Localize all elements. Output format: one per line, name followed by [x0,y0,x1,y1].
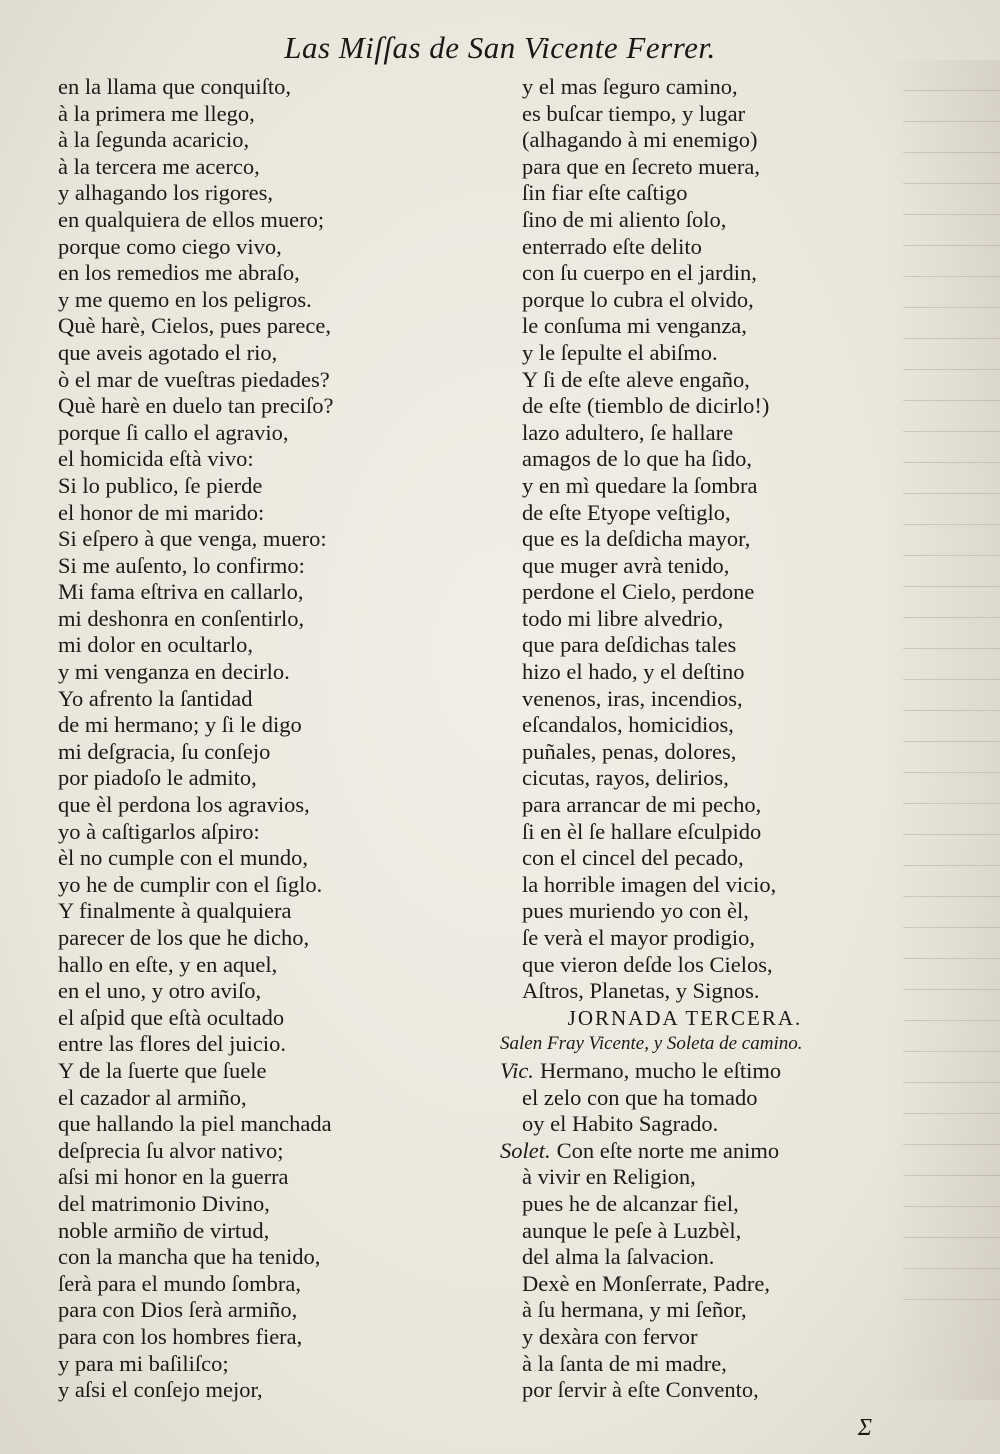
verse-line: amagos de lo que ha ſido, [522,446,752,472]
verse-line: à ſu hermana, y mi ſeñor, [522,1297,747,1323]
verse-line: y mi venganza en decirlo. [58,659,290,685]
act-heading: JORNADA TERCERA. [567,1005,803,1030]
verse-line: noble armiño de virtud, [58,1217,270,1243]
verse-line: que muger avrà tenido, [522,552,730,578]
verse-line: Y ſi de eſte aleve engaño, [522,366,750,392]
verse-line: del matrimonio Divino, [58,1190,270,1216]
verse-line: parecer de los que he dicho, [58,925,310,950]
verse-line: que es la deſdicha mayor, [522,526,751,552]
verse-line: hizo el hado, y el deſtino [522,659,745,685]
verse-line: en qualquiera de ellos muero; [58,206,325,232]
catchword: Ʃ [857,1415,872,1441]
verse-line: porque ſi callo el agravio, [58,419,289,445]
verse-line: oy el Habito Sagrado. [522,1111,719,1137]
verse-line: le conſuma mi venganza, [522,313,747,339]
verse-line: el zelo con que ha tomado [522,1084,758,1110]
verse-line: à vivir en Religion, [522,1164,696,1190]
speech-line [500,1138,890,1165]
verse-line: perdone el Cielo, perdone [522,579,755,605]
verse-line: ſerà para el mundo ſombra, [58,1270,302,1296]
verse-line: y aſsi el conſejo mejor, [58,1377,263,1403]
verse-line: eſcandalos, homicidios, [522,712,734,738]
verse-line: Què harè en duelo tan preciſo? [58,393,334,419]
verse-line: yo he de cumplir con el ſiglo. [58,871,323,897]
verse-line: mi deshonra en conſentirlo, [58,605,305,631]
verse-line: de eſte (tiemblo de dicirlo!) [522,393,770,419]
verse-line: Què harè, Cielos, pues parece, [58,313,332,339]
speech-line [500,1058,890,1085]
left-column [58,74,478,1404]
verse-line: pues muriendo yo con èl, [522,898,749,924]
verse-line: ò el mar de vueſtras piedades? [58,366,330,392]
verse-line: lazo adultero, ſe hallare [522,419,734,445]
verse-line: Si eſpero à que venga, muero: [58,526,327,552]
verse-line: y le ſepulte el abiſmo. [522,339,718,365]
verse-line: para con los hombres fiera, [58,1323,303,1349]
verse-line: enterrado eſte delito [522,233,702,259]
speaker-label: Vic. [500,1057,534,1083]
verse-line: por ſervir à eſte Convento, [522,1377,759,1403]
verse-line: deſprecia ſu alvor nativo; [58,1137,284,1163]
verse-line: Si lo publico, ſe pierde [58,472,263,498]
running-header: Las Miſſas de San Vicente Ferrer. [284,30,716,65]
verse-line: en el uno, y otro aviſo, [58,978,262,1004]
verse-line: de eſte Etyope veſtiglo, [522,499,731,525]
verse-line: por piadoſo le admito, [58,765,257,791]
verse-line: yo à caſtigarlos aſpiro: [58,818,260,844]
verse-line: en la llama que conquiſto, [58,74,292,99]
verse-line: à la ſegunda acaricio, [58,127,250,153]
verse-line: la horrible imagen del vicio, [522,871,777,897]
verse-line: el aſpid que eſtà ocultado [58,1004,285,1030]
verse-line: puñales, penas, dolores, [522,738,737,764]
verse-line: y me quemo en los peligros. [58,286,312,312]
verse-line: cicutas, rayos, delirios, [522,765,729,791]
verse-line: del alma la ſalvacion. [522,1244,715,1270]
verse-line: el cazador al armiño, [58,1084,247,1110]
verse-line: (alhagando à mi enemigo) [522,127,758,153]
verse-line: que hallando la piel manchada [58,1111,332,1137]
verse-line: venenos, iras, incendios, [522,685,743,711]
verse-line: que para deſdichas tales [522,632,737,658]
verse-line: porque como ciego vivo, [58,233,282,259]
speaker-label: Solet. [500,1137,551,1163]
verse-line: ſi en èl ſe hallare eſculpido [522,818,762,844]
verse-line: Si me auſento, lo confirmo: [58,552,305,578]
verse-line: à la primera me llego, [58,100,255,126]
verse-line: el homicida eſtà vivo: [58,446,254,472]
speech-text: Hermano, mucho le eſtimo [539,1057,782,1083]
verse-line: y el mas ſeguro camino, [522,74,738,99]
verse-line: à la tercera me acerco, [58,153,260,179]
verse-line: hallo en eſte, y en aquel, [58,951,278,977]
verse-line: Mi fama eſtriva en callarlo, [58,579,304,605]
verse-line: mi dolor en ocultarlo, [58,632,253,658]
verse-line: aunque le peſe à Luzbèl, [522,1217,742,1243]
speech-text: Con eſte norte me animo [556,1137,780,1163]
verse-line: y en mì quedare la ſombra [522,472,758,498]
verse-line: y alhagando los rigores, [58,180,273,206]
verse-line: es buſcar tiempo, y lugar [522,100,746,126]
verse-line: Aſtros, Planetas, y Signos. [522,978,760,1004]
show-through-text [885,60,1000,1400]
stage-direction: Salen Fray Vicente, y Soleta de camino. [500,1033,803,1055]
verse-line: ſin fiar eſte caſtigo [522,180,688,206]
verse-line: pues he de alcanzar fiel, [522,1190,739,1216]
verse-line: Y de la ſuerte que ſuele [58,1057,267,1083]
verse-line: para que en ſecreto muera, [522,153,760,179]
verse-line: y dexàra con fervor [522,1323,698,1349]
verse-line: con ſu cuerpo en el jardin, [522,260,757,286]
verse-line: con la mancha que ha tenido, [58,1244,321,1270]
verse-line: que èl perdona los agravios, [58,792,310,818]
verse-line: porque lo cubra el olvido, [522,286,754,312]
verse-line: con el cincel del pecado, [522,845,744,871]
verse-line: entre las flores del juicio. [58,1031,287,1057]
verse-line: que aveis agotado el rio, [58,339,278,365]
verse-line: aſsi mi honor en la guerra [58,1164,289,1190]
verse-line: à la ſanta de mi madre, [522,1350,727,1376]
verse-line: mi deſgracia, ſu conſejo [58,738,271,764]
verse-line: que vieron deſde los Cielos, [522,951,773,977]
verse-line: para arrancar de mi pecho, [522,792,762,818]
verse-line: èl no cumple con el mundo, [58,845,308,871]
verse-line: todo mi libre alvedrio, [522,605,724,631]
verse-line: de mi hermano; y ſi le digo [58,712,302,738]
verse-line: el honor de mi marido: [58,499,265,525]
verse-line: ſe verà el mayor prodigio, [522,925,756,950]
verse-line: Dexè en Monſerrate, Padre, [522,1270,771,1296]
verse-line: para con Dios ſerà armiño, [58,1297,298,1323]
verse-line: ſino de mi aliento ſolo, [522,206,727,232]
verse-line: y para mi baſiliſco; [58,1350,229,1376]
verse-line: en los remedios me abraſo, [58,260,300,286]
verse-line: Yo afrento la ſantidad [58,685,253,711]
right-column [500,74,890,1404]
verse-line: Y finalmente à qualquiera [58,898,292,924]
